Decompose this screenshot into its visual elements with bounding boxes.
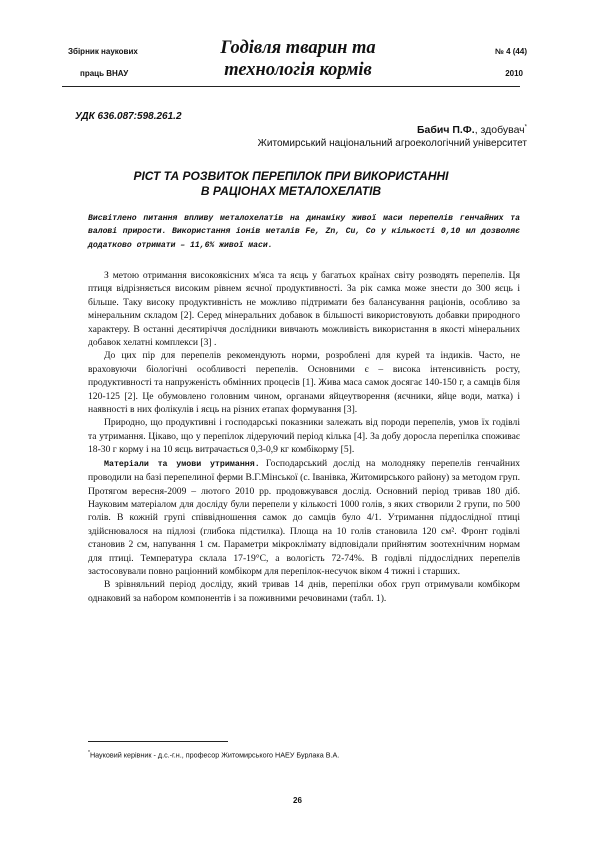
paragraph-period: В зрівняльний період досліду, який тривав 14 днів, перепілки обох груп отримували комбікорм однаковий за набором компонентів і за поживними речовинами (табл. 1). [88, 579, 520, 604]
author-role: , здобувач [474, 124, 525, 136]
paragraph-methods-text: Господарський дослід на молодняку перепелів генчайних проводили на базі перепелиної ферми В.Г.Мінської (с. Іванівка, Житомирського району) за методом груп. Протягом вересня-2009 – лютого 2010 рр. продовжувався дослід. Основний період тривав 180 діб. Науковим матеріалом для досліду були перепели у кількості 1000 голів, з яких створили 2 групи, по 500 голів. В кожній групі співвідношення самок до самців було 4/1. Утримання піддослідної птиці здійснювалося на підлозі (глибока підстилка). Площа на 10 голів становила 120 см². Фронт годівлі становив 2 см, напування 1 см. Параметри мікроклімату відповідали прийнятим зоотехнічним нормам для птиці. Температура склала 17-19°С, а вологість 72-74%. В годівлі піддослідних перепелів застосовували повно раціонний комбікорм для перепілок-несучок віком 4 тижні і старших. [88, 457, 520, 577]
paragraph-norms: До цих пір для перепелів рекомендують норми, розроблені для курей та індиків. Часто, не враховуючи біологічні особливості перепелів. Основними є – висока інтенсивність росту, продуктивності та напруженість обмінних процесів [1]. Жива маса самок досягає 140-150 г, а самців біля 120-125 [2]. Це обумовлено головним чином, органами яйцеутворення (яєчники, яйце води, матка) і наявності в них фолікулів і яєць на різних етапах формування [3]. [88, 350, 520, 416]
journal-title-line1: Годівля тварин та [220, 38, 376, 58]
udk-code: УДК 636.087:598.261.2 [75, 111, 182, 122]
title-line2: В РАЦІОНАХ МЕТАЛОХЕЛАТІВ [200, 184, 382, 198]
author-affiliation: Житомирський національний агроекологічний університет [257, 138, 527, 149]
article-title [62, 169, 520, 199]
title-line1: РІСТ ТА РОЗВИТОК ПЕРЕПІЛОК ПРИ ВИКОРИСТАННІ [133, 169, 449, 183]
header-collection-line2: праць ВНАУ [80, 69, 129, 78]
issue-number: № 4 (44) [494, 47, 527, 56]
paragraph-intro: З метою отримання високоякісних м'яса та яєць у багатьох країнах світу розводять перепелів. Ця птиця відрізняється високим рівнем яєчної продуктивності. За рік самка може знести до 300 яєць і більше. Таку високу продуктивність не можливо підтримати без балансування раціонів, особливо за мінеральним складом [2]. Серед мінеральних добавок в більшості використовують добавки природного характеру. В останні десятиріччя дослідники вивчають можливість використання в якості мінеральних добавок хелатні комплекси [3] . [88, 270, 520, 349]
footnote [88, 750, 339, 759]
paragraph-methods [88, 457, 520, 579]
issue-year: 2010 [505, 69, 523, 78]
header-collection-line1: Збірник наукових [68, 47, 138, 56]
author-footnote-mark: * [524, 124, 527, 131]
author-line [417, 124, 527, 136]
abstract: Висвітлено питання впливу металохелатів на динаміку живої маси перепелів генчайних та валові прирости. Використання іонів металів Fe, Zn, Cu, Co у кількості 0,10 мл дозволяє додатково отримати – 11,6% живої маси. [88, 214, 520, 250]
header-rule [62, 86, 520, 87]
author-name: Бабич П.Ф. [417, 124, 475, 136]
page-number: 26 [293, 796, 302, 805]
article-body [88, 269, 520, 605]
section-heading-methods: Матеріали та умови утримання. [104, 459, 260, 469]
footnote-mark: * [88, 750, 90, 756]
paragraph-productivity: Природно, що продуктивні і господарські показники залежать від породи перепелів, умов їх годівлі та утримання. Цікаво, що у перепілок лідеруючий період кілька [4]. За добу доросла перепілка споживає 18-30 г корму і на 10 яєць витрачається 0,3-0,9 кг комбікорму [5]. [88, 417, 520, 456]
footnote-rule [88, 741, 228, 742]
journal-title-line2: технологія кормів [224, 60, 372, 80]
footnote-text: Науковий керівник - д.с.-г.н., професор Житомирського НАЕУ Бурлака В.А. [89, 750, 340, 760]
